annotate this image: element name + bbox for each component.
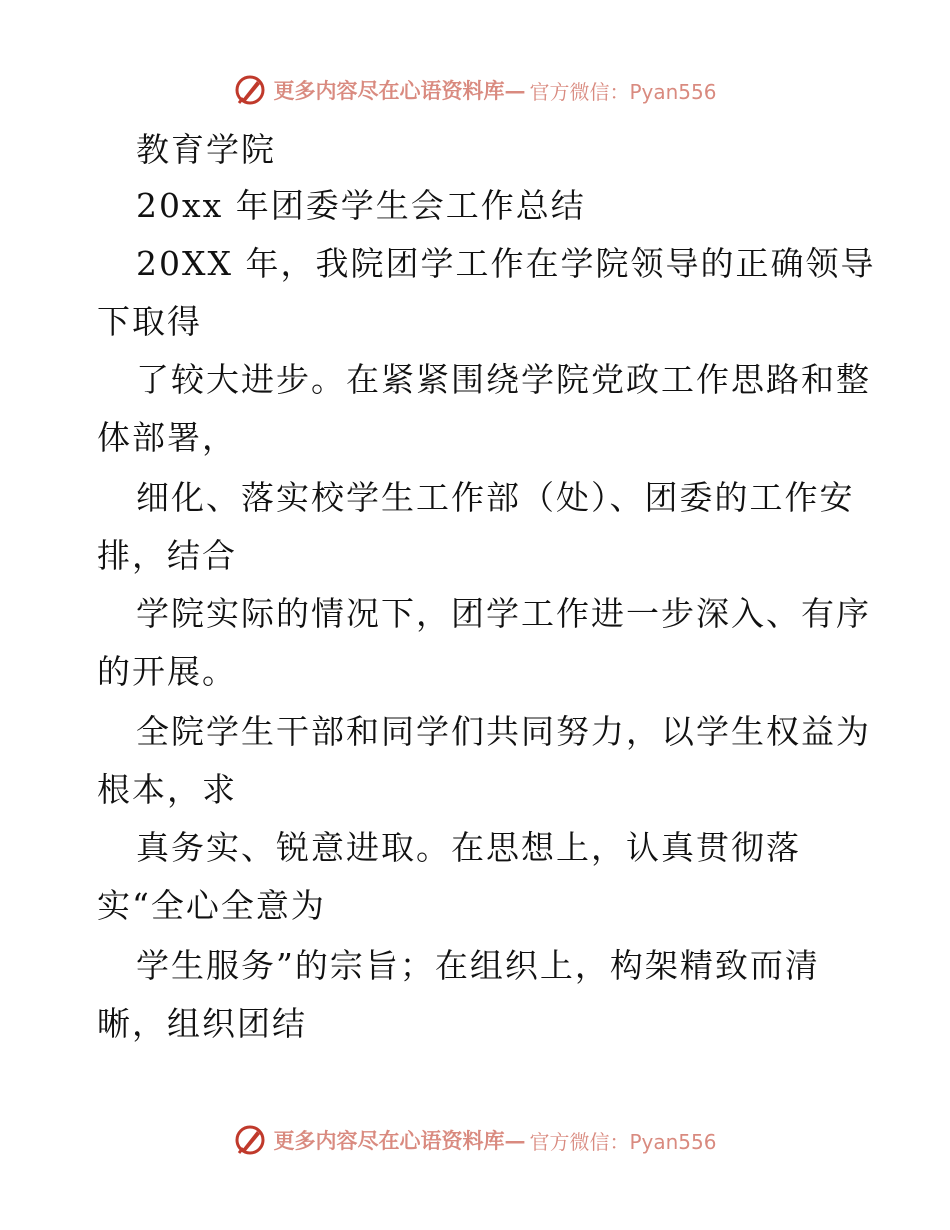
doc-line: 的开展。 (97, 652, 237, 691)
banner-wechat: 官方微信：Pyan556 (529, 1129, 717, 1154)
doc-line: 晰，组织团结 (97, 1004, 307, 1043)
doc-line: 20XX 年，我院团学工作在学院领导的正确领导 (136, 244, 876, 283)
doc-line: 教育学院 (136, 130, 276, 169)
doc-line: 实“全心全意为 (97, 886, 326, 925)
doc-line: 真务实、锐意进取。在思想上，认真贯彻落 (136, 828, 801, 867)
footer-banner (0, 1120, 950, 1160)
banner-wechat: 官方微信：Pyan556 (529, 79, 717, 104)
doc-line: 20xx 年团委学生会工作总结 (136, 186, 586, 225)
doc-line: 细化、落实校学生工作部（处）、团委的工作安 (136, 478, 855, 517)
doc-line: 排，结合 (97, 536, 237, 575)
doc-line: 学院实际的情况下，团学工作进一步深入、有序 (136, 594, 871, 633)
doc-line: 了较大进步。在紧紧围绕学院党政工作思路和整 (136, 360, 871, 399)
banner-title: 更多内容尽在心语资料库— (273, 1128, 526, 1153)
banner-title: 更多内容尽在心语资料库— (273, 78, 526, 103)
doc-line: 根本，求 (97, 770, 237, 809)
doc-line: 下取得 (97, 302, 202, 341)
doc-line: 学生服务”的宗旨；在组织上，构架精致而清 (136, 946, 820, 985)
doc-line: 体部署， (97, 418, 237, 457)
header-banner (0, 70, 950, 110)
quill-pen-logo-icon (233, 73, 267, 107)
quill-pen-logo-icon (233, 1123, 267, 1157)
doc-line: 全院学生干部和同学们共同努力，以学生权益为 (136, 712, 871, 751)
